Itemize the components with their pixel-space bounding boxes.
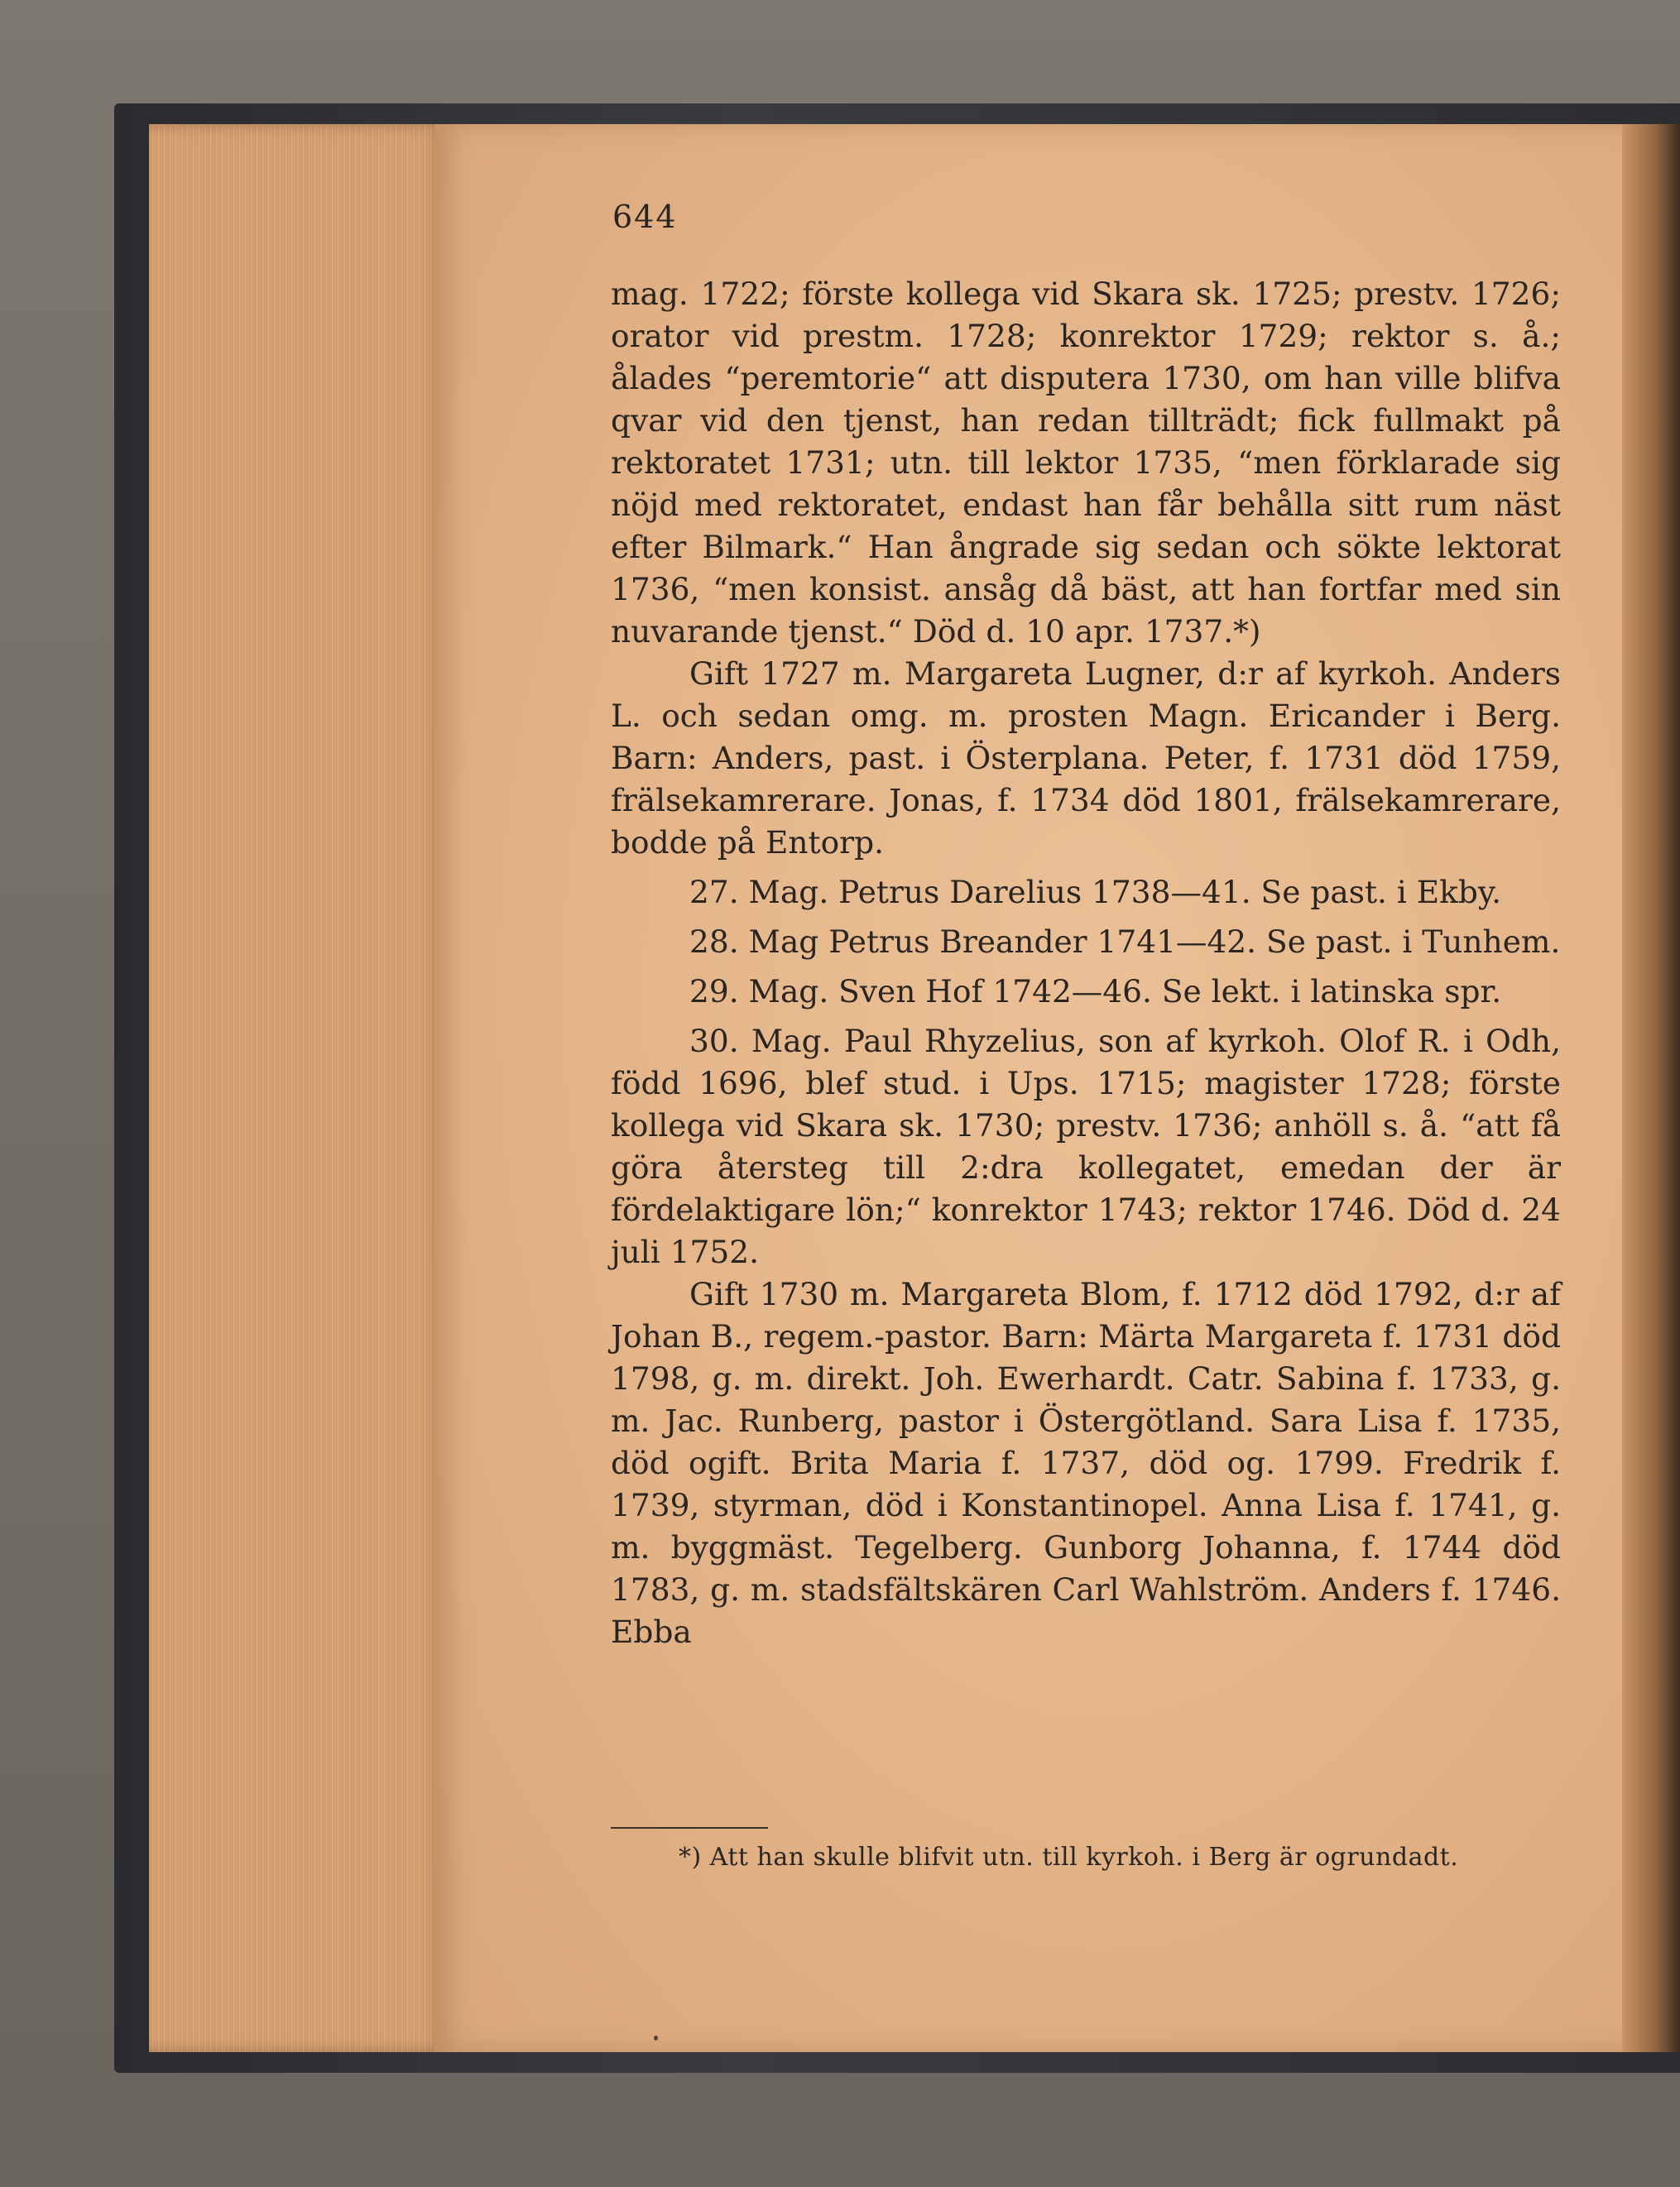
- paragraph: 27. Mag. Petrus Darelius 1738—41. Se past. i Ekby.: [689, 874, 1502, 910]
- footnote-rule: [611, 1827, 768, 1829]
- paragraph: 29. Mag. Sven Hof 1742—46. Se lekt. i latinska spr.: [689, 973, 1502, 1010]
- paragraph: mag. 1722; förste kollega vid Skara sk. 1725; prestv. 1726; orator vid prestm. 1728; konrektor 1729; rektor s. å.; ålades “peremtorie“ att disputera 1730, om han ville blifva qvar vid den tjenst, han redan tillträdt; fick fullmakt på rektoratet 1731; utn. till lektor 1735, “men förklarade sig nöjd med rektoratet, endast han får behålla sitt rum näst efter Bilmark.“ Han ångrade sig sedan och sökte lektorat 1736, “men konsist. ansåg då bäst, att han fortfar med sin nuvarande tjenst.“ Död d. 10 apr. 1737.*): [611, 276, 1561, 650]
- paragraph: Gift 1727 m. Margareta Lugner, d:r af kyrkoh. Anders L. och sedan omg. m. prosten Magn. Ericander i Berg. Barn: Anders, past. i Österplana. Peter, f. 1731 död 1759, frälsekamrerare. Jonas, f. 1734 död 1801, frälsekamrerare, bodde på Entorp.: [611, 655, 1561, 861]
- paper-spot: [654, 2036, 658, 2041]
- body-text: [611, 273, 1561, 1653]
- book-gutter: [1622, 124, 1680, 2052]
- paragraph: 28. Mag Petrus Breander 1741—42. Se past. i Tunhem.: [689, 923, 1561, 960]
- footnote: *) Att han skulle blifvit utn. till kyrkoh. i Berg är ogrundadt.: [679, 1843, 1459, 1872]
- page-edges: [149, 124, 447, 2052]
- paragraph: Gift 1730 m. Margareta Blom, f. 1712 död 1792, d:r af Johan B., regem.-pastor. Barn: Märta Margareta f. 1731 död 1798, g. m. direkt. Joh. Ewerhardt. Catr. Sabina f. 1733, g. m. Jac. Runberg, pastor i Östergötland. Sara Lisa f. 1735, död ogift. Brita Maria f. 1737, död og. 1799. Fredrik f. 1739, styrman, död i Konstantinopel. Anna Lisa f. 1741, g. m. byggmäst. Tegelberg. Gunborg Johanna, f. 1744 död 1783, g. m. stadsfältskären Carl Wahlström. Anders f. 1746. Ebba: [611, 1276, 1561, 1650]
- page-number: 644: [612, 199, 678, 235]
- paragraph: 30. Mag. Paul Rhyzelius, son af kyrkoh. Olof R. i Odh, född 1696, blef stud. i Ups. 1715; magister 1728; förste kollega vid Skara sk. 1730; prestv. 1736; anhöll s. å. “att få göra återsteg till 2:dra kollegatet, emedan der är fördelaktigare lön;“ konrektor 1743; rektor 1746. Död d. 24 juli 1752.: [611, 1023, 1561, 1270]
